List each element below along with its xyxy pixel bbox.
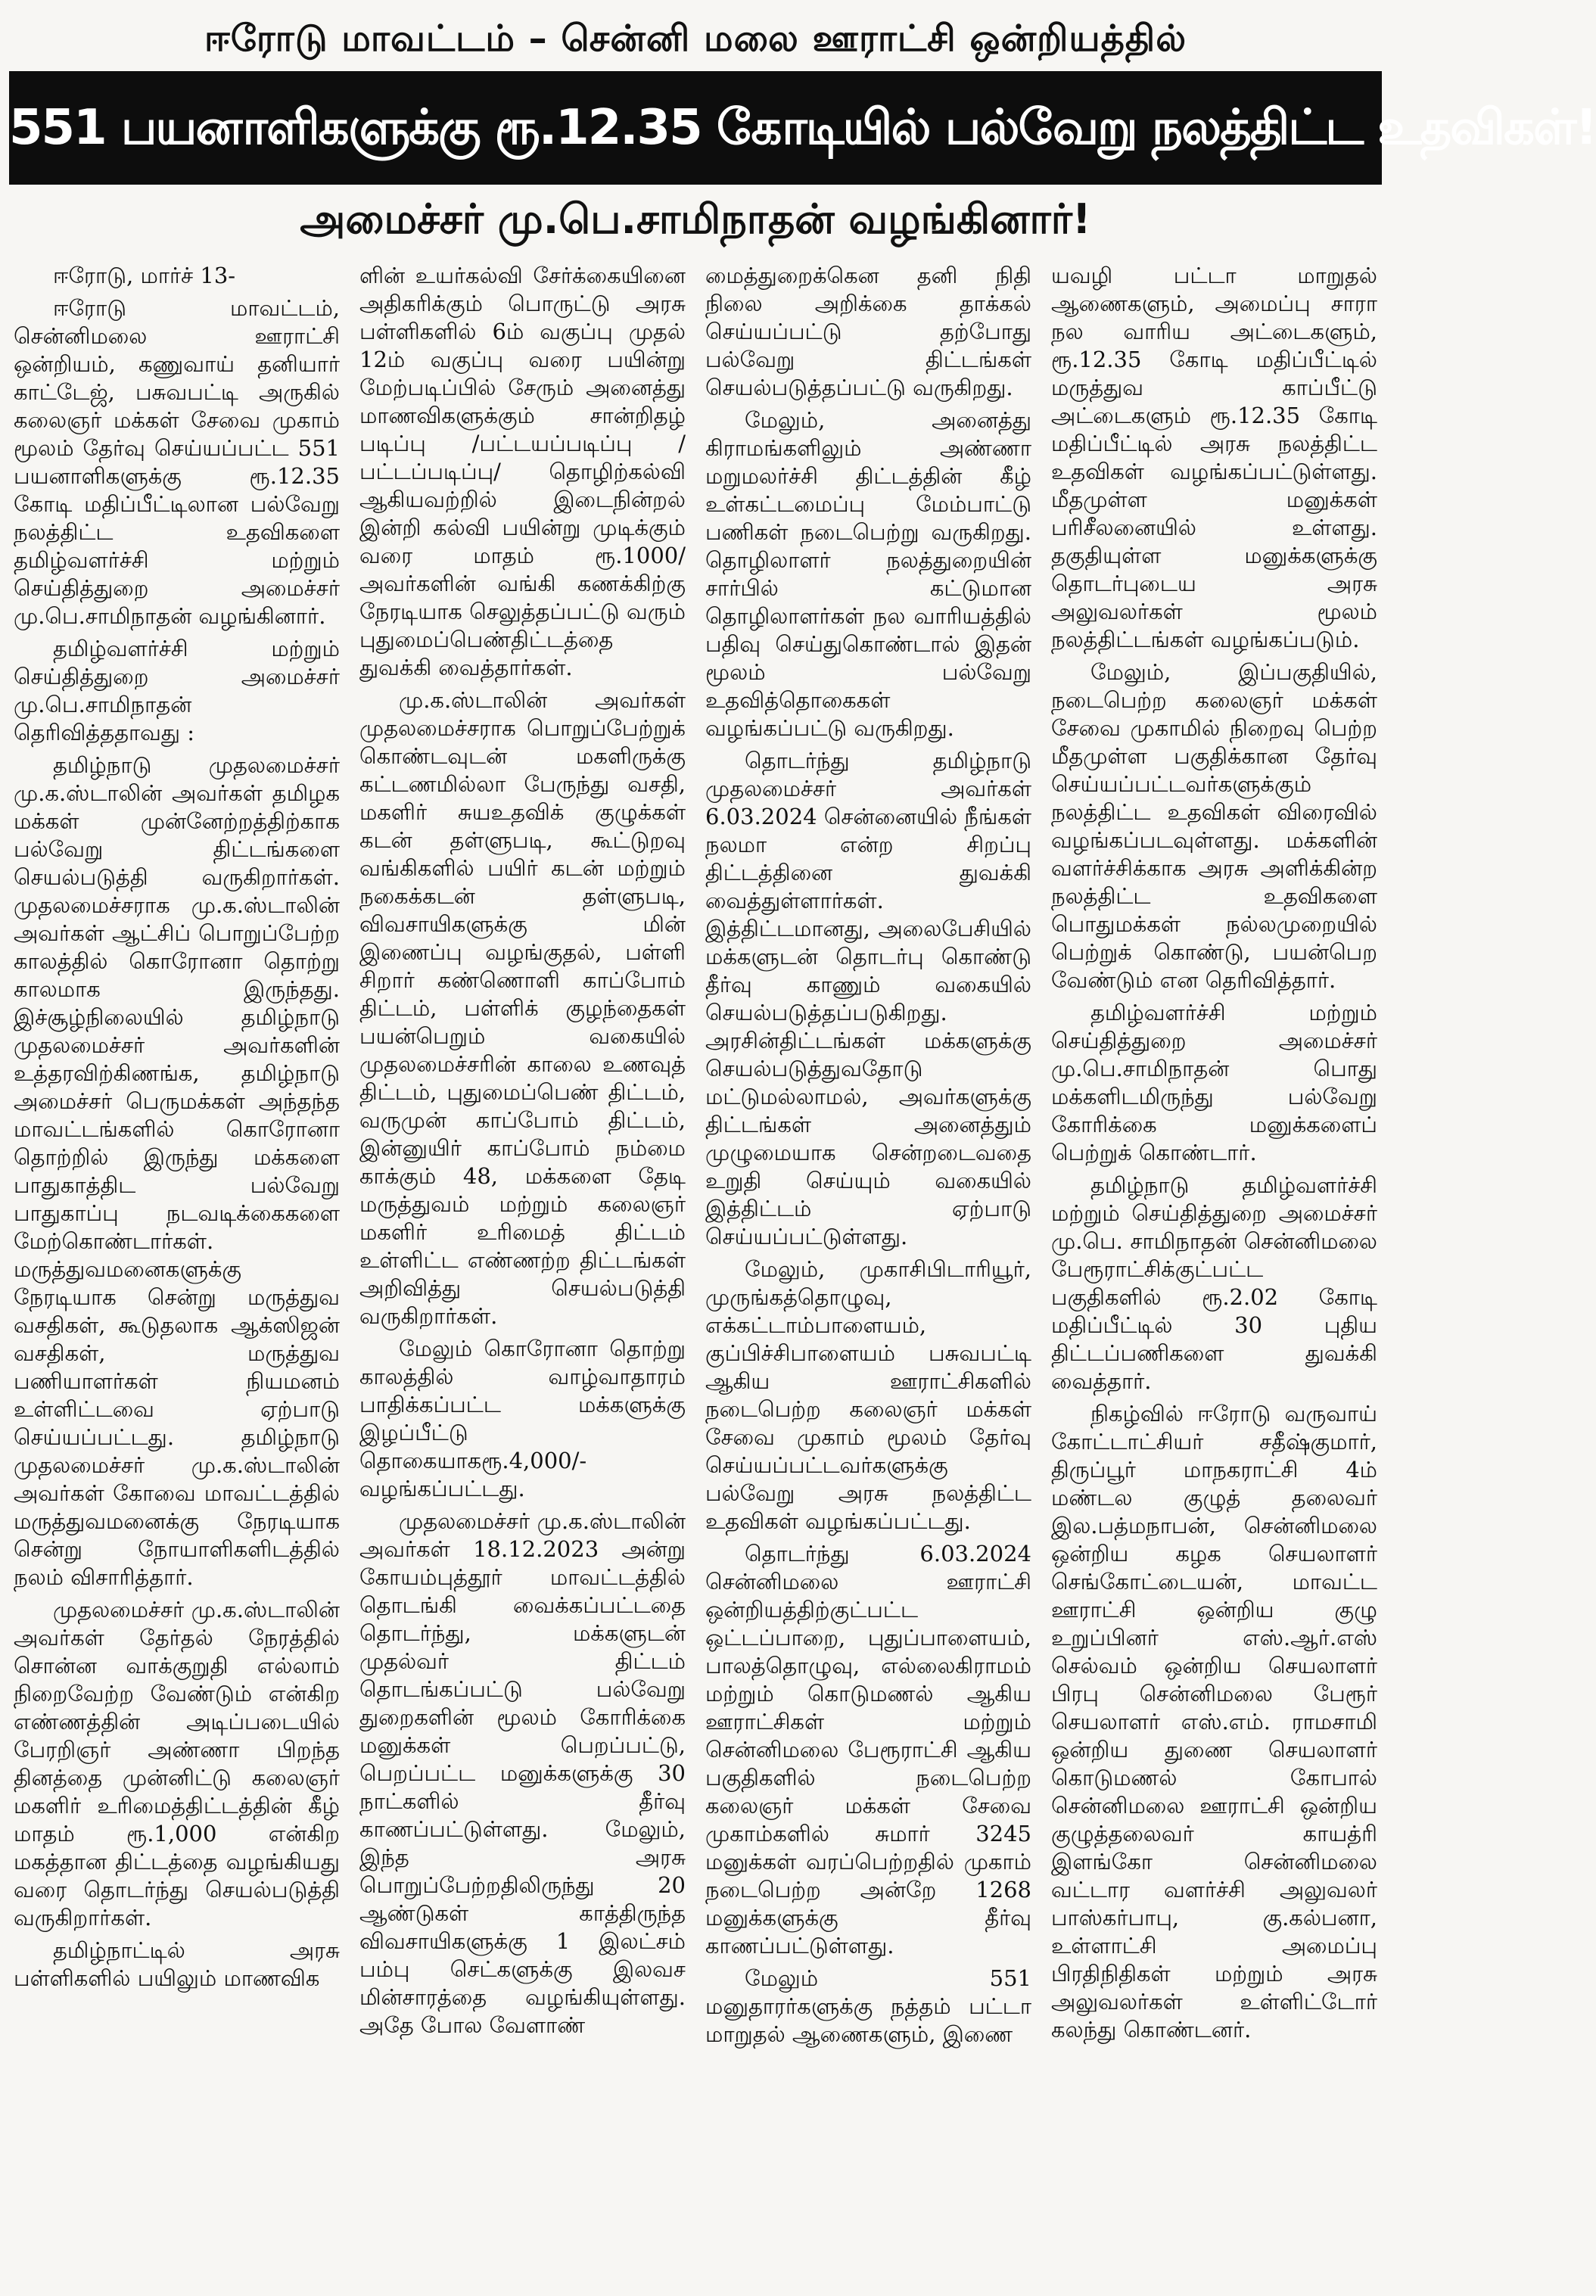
paragraph: ஈரோடு மாவட்டம், சென்னிமலை ஊராட்சி ஒன்றியம், கணுவாய் தனியார் காட்டேஜ், பசுவபட்டி அருகில் கலைஞர் மக்கள் சேவை முகாம் மூலம் தேர்வு செய்யப்பட்ட 551 பயனாளிகளுக்கு ரூ.12.35 கோடி மதிப்பீட்டிலான பல்வேறு நலத்திட்ட உதவிகளை தமிழ்வளர்ச்சி மற்றும் செய்தித்துறை அமைச்சர் மு.பெ.சாமிநாதன் வழங்கினார்.: [14, 295, 340, 629]
article-body: [9, 254, 1382, 2290]
paragraph: தமிழ்நாடு முதலமைச்சர் மு.க.ஸ்டாலின் அவர்கள் தமிழக மக்கள் முன்னேற்றத்திற்காக பல்வேறு திட்டங்களை செயல்படுத்தி வருகிறார்கள். முதலமைச்சராக மு.க.ஸ்டாலின் அவர்கள் ஆட்சிப் பொறுப்பேற்ற காலத்தில் கொரோனா தொற்று காலமாக இருந்தது. இச்சூழ்நிலையில் தமிழ்நாடு முதலமைச்சர் அவர்களின் உத்தரவிற்கிணங்க, தமிழ்நாடு அமைச்சர் பெருமக்கள் அந்தந்த மாவட்டங்களில் கொரோனா தொற்றில் இருந்து மக்களை பாதுகாத்திட பல்வேறு பாதுகாப்பு நடவடிக்கைகளை மேற்கொண்டார்கள். மருத்துவமனைகளுக்கு நேரடியாக சென்று மருத்துவ வசதிகள், கூடுதலாக ஆக்ஸிஜன் வசதிகள், மருத்துவ பணியாளர்கள் நியமனம் உள்ளிட்டவை ஏற்பாடு செய்யப்பட்டது. தமிழ்நாடு முதலமைச்சர் மு.க.ஸ்டாலின் அவர்கள் கோவை மாவட்டத்தில் மருத்துவமனைக்கு நேரடியாக சென்று நோயாளிகளிடத்தில் நலம் விசாரித்தார்.: [14, 752, 340, 1590]
paragraph: மேலும், அனைத்து கிராமங்களிலும் அண்ணா மறுமலர்ச்சி திட்டத்தின் கீழ் உள்கட்டமைப்பு மேம்பாட்டு பணிகள் நடைபெற்று வருகிறது. தொழிலாளர் நலத்துறையின் சார்பில் கட்டுமான தொழிலாளர்கள் நல வாரியத்தில் பதிவு செய்துகொண்டால் இதன் மூலம் பல்வேறு உதவித்தொகைகள் வழங்கப்பட்டு வருகிறது.: [705, 407, 1031, 741]
paragraph: முதலமைச்சர் மு.க.ஸ்டாலின் அவர்கள் தேர்தல் நேரத்தில் சொன்ன வாக்குறுதி எல்லாம் நிறைவேற்ற வேண்டும் என்கிற எண்ணத்தின் அடிப்படையில் பேரறிஞர் அண்ணா பிறந்த தினத்தை முன்னிட்டு கலைஞர் மகளிர் உரிமைத்திட்டத்தின் கீழ் மாதம் ரூ.1,000 என்கிற மகத்தான திட்டத்தை வழங்கியது வரை தொடர்ந்து செயல்படுத்தி வருகிறார்கள்.: [14, 1597, 340, 1930]
paragraph: மேலும், முகாசிபிடாரியூர், முருங்கத்தொழுவு, எக்கட்டாம்பாளையம், குப்பிச்சிபாளையம் பசுவபட்டி ஆகிய ஊராட்சிகளில் நடைபெற்ற கலைஞர் மக்கள் சேவை முகாம் மூலம் தேர்வு செய்யப்பட்டவர்களுக்கு பல்வேறு அரசு நலத்திட்ட உதவிகள் வழங்கப்பட்டது.: [705, 1256, 1031, 1534]
paragraph: தமிழ்வளர்ச்சி மற்றும் செய்தித்துறை அமைச்சர் மு.பெ.சாமிநாதன் தெரிவித்ததாவது :: [14, 636, 340, 745]
paragraph: மேலும் கொரோனா தொற்று காலத்தில் வாழ்வாதாரம் பாதிக்கப்பட்ட மக்களுக்கு இழப்பீட்டு தொகையாகரூ.4,000/- வழங்கப்பட்டது.: [359, 1336, 686, 1501]
kicker-heading: ஈரோடு மாவட்டம் – சென்னி மலை ஊராட்சி ஒன்றியத்தில்: [204, 17, 1187, 60]
subheadline: அமைச்சர் மு.பெ.சாமிநாதன் வழங்கினார்!: [300, 195, 1091, 243]
paragraph: தொடர்ந்து 6.03.2024 சென்னிமலை ஊராட்சி ஒன்றியத்திற்குட்பட்ட ஒட்டப்பாறை, புதுப்பாளையம், பாலத்தொழுவு, எல்லைகிராமம் மற்றும் கொடுமணல் ஆகிய ஊராட்சிகள் மற்றும் சென்னிமலை பேரூராட்சி ஆகிய பகுதிகளில் நடைபெற்ற கலைஞர் மக்கள் சேவை முகாம்களில் சுமார் 3245 மனுக்கள் வரப்பெற்றதில் முகாம் நடைபெற்ற அன்றே 1268 மனுக்களுக்கு தீர்வு காணப்பட்டுள்ளது.: [705, 1541, 1031, 1958]
main-headline: 551 பயனாளிகளுக்கு ரூ.12.35 கோடியில் பல்வேறு நலத்திட்ட உதவிகள்!: [9, 71, 1382, 185]
paragraph: முதலமைச்சர் மு.க.ஸ்டாலின் அவர்கள் 18.12.2023 அன்று கோயம்புத்தூர் மாவட்டத்தில் தொடங்கி வைக்கப்பட்டதை தொடர்ந்து, மக்களுடன் முதல்வர் திட்டம் தொடங்கப்பட்டு பல்வேறு துறைகளின் மூலம் கோரிக்கை மனுக்கள் பெறப்பட்டு, பெறப்பட்ட மனுக்களுக்கு 30 நாட்களில் தீர்வு காணப்பட்டுள்ளது. மேலும், இந்த அரசு பொறுப்பேற்றதிலிருந்து 20 ஆண்டுகள் காத்திருந்த விவசாயிகளுக்கு 1 இலட்சம் பம்பு செட்களுக்கு இலவச மின்சாரத்தை வழங்கியுள்ளது. அதே போல வேளாண்: [359, 1508, 686, 2038]
paragraph: நிகழ்வில் ஈரோடு வருவாய் கோட்டாட்சியர் சதீஷ்குமார், திருப்பூர் மாநகராட்சி 4ம் மண்டல குழுத் தலைவர் இல.பத்மநாபன், சென்னிமலை ஒன்றிய கழக செயலாளர் செங்கோட்டையன், மாவட்ட ஊராட்சி ஒன்றிய குழு உறுப்பினர் எஸ்.ஆர்.எஸ் செல்வம் ஒன்றிய செயலாளர் பிரபு சென்னிமலை பேரூர் செயலாளர் எஸ்.எம். ராமசாமி ஒன்றிய துணை செயலாளர் கொடுமணல் கோபால் சென்னிமலை ஊராட்சி ஒன்றிய குழுத்தலைவர் காயத்ரி இளங்கோ சென்னிமலை வட்டார வளர்ச்சி அலுவலர் பாஸ்கர்பாபு, கு.கல்பனா, உள்ளாட்சி அமைப்பு பிரதிநிதிகள் மற்றும் அரசு அலுவலர்கள் உள்ளிட்டோர் கலந்து கொண்டனர்.: [1051, 1401, 1377, 2042]
paragraph: மு.க.ஸ்டாலின் அவர்கள் முதலமைச்சராக பொறுப்பேற்றுக் கொண்டவுடன் மகளிருக்கு கட்டணமில்லா பேருந்து வசதி, மகளிர் சுயஉதவிக் குழுக்கள் கடன் தள்ளுபடி, கூட்டுறவு வங்கிகளில் பயிர் கடன் மற்றும் நகைக்கடன் தள்ளுபடி, விவசாயிகளுக்கு மின் இணைப்பு வழங்குதல், பள்ளி சிறார் கண்ணொளி காப்போம் திட்டம், பள்ளிக் குழந்தைகள் பயன்பெறும் வகையில் முதலமைச்சரின் காலை உணவுத் திட்டம், புதுமைப்பெண் திட்டம், வருமுன் காப்போம் திட்டம், இன்னுயிர் காப்போம் நம்மை காக்கும் 48, மக்களை தேடி மருத்துவம் மற்றும் கலைஞர் மகளிர் உரிமைத் திட்டம் உள்ளிட்ட எண்ணற்ற திட்டங்கள் அறிவித்து செயல்படுத்தி வருகிறார்கள்.: [359, 687, 686, 1329]
paragraph: தமிழ்வளர்ச்சி மற்றும் செய்தித்துறை அமைச்சர் மு.பெ.சாமிநாதன் பொது மக்களிடமிருந்து பல்வேறு கோரிக்கை மனுக்களைப் பெற்றுக் கொண்டார்.: [1051, 1000, 1377, 1165]
article-column-2: [359, 262, 686, 2290]
article-column-4: [1051, 262, 1377, 2290]
paragraph: ளின் உயர்கல்வி சேர்க்கையினை அதிகரிக்கும் பொருட்டு அரசு பள்ளிகளில் 6ம் வகுப்பு முதல் 12ம் வகுப்பு வரை பயின்று மேற்படிப்பில் சேரும் அனைத்து மாணவிகளுக்கும் சான்றிதழ் படிப்பு /பட்டயப்படிப்பு / பட்டப்படிப்பு/ தொழிற்கல்வி ஆகியவற்றில் இடைநின்றல் இன்றி கல்வி பயின்று முடிக்கும் வரை மாதம் ரூ.1000/ அவர்களின் வங்கி கணக்கிற்கு நேரடியாக செலுத்தப்பட்டு வரும் புதுமைப்பெண்திட்டத்தை துவக்கி வைத்தார்கள்.: [359, 263, 686, 680]
paragraph: தமிழ்நாட்டில் அரசு பள்ளிகளில் பயிலும் மாணவிக: [14, 1937, 340, 1991]
article-column-3: [705, 262, 1031, 2290]
dateline: ஈரோடு, மார்ச் 13-: [53, 263, 236, 288]
paragraph: யவழி பட்டா மாறுதல் ஆணைகளும், அமைப்பு சாரா நல வாரிய அட்டைகளும், ரூ.12.35 கோடி மதிப்பீட்டில் மருத்துவ காப்பீட்டு அட்டைகளும் ரூ.12.35 கோடி மதிப்பீட்டில் அரசு நலத்திட்ட உதவிகள் வழங்கப்பட்டுள்ளது. மீதமுள்ள மனுக்கள் பரிசீலனையில் உள்ளது. தகுதியுள்ள மனுக்களுக்கு தொடர்புடைய அரசு அலுவலர்கள் மூலம் நலத்திட்டங்கள் வழங்கப்படும்.: [1051, 263, 1377, 652]
paragraph: மேலும் 551 மனுதாரர்களுக்கு நத்தம் பட்டா மாறுதல் ஆணைகளும், இணை: [705, 1965, 1031, 2047]
paragraph: மைத்துறைக்கென தனி நிதி நிலை அறிக்கை தாக்கல் செய்யப்பட்டு தற்போது பல்வேறு திட்டங்கள் செயல்படுத்தப்பட்டு வருகிறது.: [705, 263, 1031, 400]
paragraph: மேலும், இப்பகுதியில், நடைபெற்ற கலைஞர் மக்கள் சேவை முகாமில் நிறைவு பெற்ற மீதமுள்ள பகுதிக்கான தேர்வு செய்யப்பட்டவர்களுக்கும் நலத்திட்ட உதவிகள் விரைவில் வழங்கப்படவுள்ளது. மக்களின் வளர்ச்சிக்காக அரசு அளிக்கின்ற நலத்திட்ட உதவிகளை பொதுமக்கள் நல்லமுறையில் பெற்றுக் கொண்டு, பயன்பெற வேண்டும் என தெரிவித்தார்.: [1051, 659, 1377, 993]
paragraph: தமிழ்நாடு தமிழ்வளர்ச்சி மற்றும் செய்தித்துறை அமைச்சர் மு.பெ. சாமிநாதன் சென்னிமலை பேரூராட்சிக்குட்பட்ட பகுதிகளில் ரூ.2.02 கோடி மதிப்பீட்டில் 30 புதிய திட்டப்பணிகளை துவக்கி வைத்தார்.: [1051, 1172, 1377, 1394]
article-column-1: [14, 262, 340, 2290]
paragraph: தொடர்ந்து தமிழ்நாடு முதலமைச்சர் அவர்கள் 6.03.2024 சென்னையில் நீங்கள் நலமா என்ற சிறப்பு திட்டத்தினை துவக்கி வைத்துள்ளார்கள். இத்திட்டமானது, அலைபேசியில் மக்களுடன் தொடர்பு கொண்டு தீர்வு காணும் வகையில் செயல்படுத்தப்படுகிறது. அரசின்திட்டங்கள் மக்களுக்கு செயல்படுத்துவதோடு மட்டுமல்லாமல், அவர்களுக்கு திட்டங்கள் அனைத்தும் முழுமையாக சென்றடைவதை உறுதி செய்யும் வகையில் இத்திட்டம் ஏற்பாடு செய்யப்பட்டுள்ளது.: [705, 748, 1031, 1249]
